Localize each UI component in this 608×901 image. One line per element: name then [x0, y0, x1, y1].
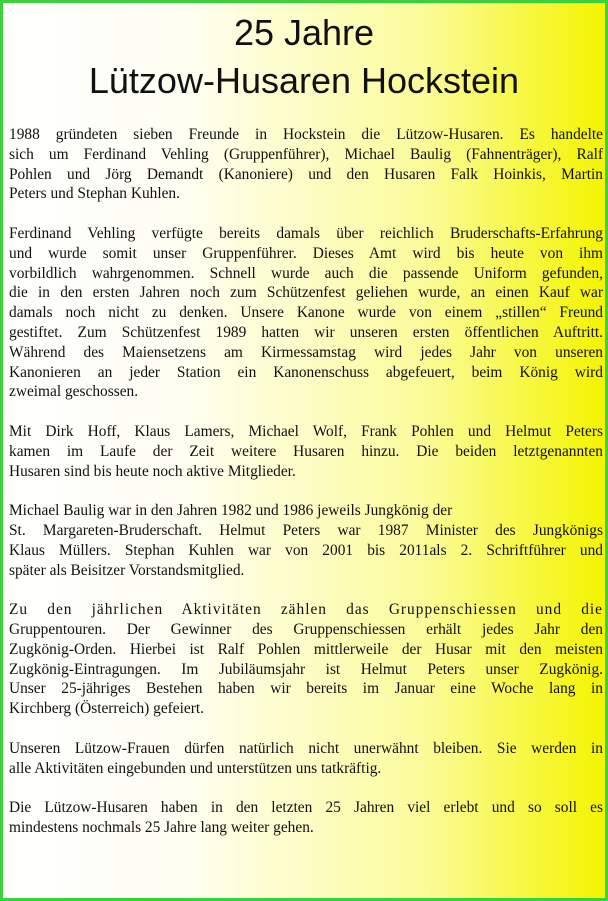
title-line-1: 25 Jahre	[233, 12, 375, 53]
paragraph-founding	[9, 125, 603, 204]
text-line: Husaren sind bis heute noch aktive Mitglieder.	[9, 462, 296, 480]
text-line: Peters und Stephan Kuhlen.	[9, 185, 180, 203]
page-title	[3, 9, 605, 105]
paragraph-history	[9, 224, 603, 402]
text-line: die in den ersten Jahren noch zum Schützenfest geliehen wurde, an einen Kauf war	[9, 284, 603, 302]
text-line: kamen im Laufe der Zeit weitere Husaren hinzu. Die beiden letztgenannten	[9, 442, 603, 460]
paragraph-closing	[9, 798, 603, 838]
paragraph-members	[9, 422, 603, 481]
text-line: Zugkönig-Orden. Hierbei ist Ralf Pohlen mittlerweile der Husar mit den meisten	[9, 640, 603, 658]
text-line: und wurde somit unser Gruppenführer. Dieses Amt wird bis heute von ihm	[9, 244, 603, 262]
text-line: gestiftet. Zum Schützenfest 1989 hatten wir unseren ersten öffentlichen Auftritt.	[9, 323, 603, 341]
text-line: Kanonieren an jeder Station ein Kanonenschuss abgefeuert, beim König wird	[9, 363, 603, 381]
text-line: Pohlen und Jörg Demandt (Kanoniere) und den Husaren Falk Hoinkis, Martin	[9, 165, 603, 183]
text-line: Kirchberg (Österreich) gefeiert.	[9, 700, 204, 718]
text-line: alle Aktivitäten eingebunden und unterstützen uns tatkräftig.	[9, 759, 382, 777]
text-line: St. Margareten-Bruderschaft. Helmut Peters war 1987 Minister des Jungkönigs	[9, 521, 603, 539]
text-line: Klaus Müllers. Stephan Kuhlen war von 2001 bis 2011als 2. Schriftführer und	[9, 541, 603, 559]
paragraph-women	[9, 739, 603, 779]
text-line: Gruppentouren. Der Gewinner des Gruppenschiessen erhält jedes Jahr den	[9, 620, 603, 638]
text-line: Unseren Lützow-Frauen dürfen natürlich nicht unerwähnt bleiben. Sie werden in	[9, 739, 603, 757]
article-body	[9, 125, 603, 857]
text-line: Unser 25-jähriges Bestehen haben wir bereits im Januar eine Woche lang in	[9, 680, 603, 698]
text-line: mindestens nochmals 25 Jahre lang weiter gehen.	[9, 818, 314, 836]
title-line-2: Lützow-Husaren Hockstein	[88, 60, 520, 101]
paragraph-honors	[9, 501, 603, 580]
text-line: Michael Baulig war in den Jahren 1982 und 1986 jeweils Jungkönig der	[9, 502, 453, 520]
text-line: Mit Dirk Hoff, Klaus Lamers, Michael Wolf, Frank Pohlen und Helmut Peters	[9, 422, 603, 440]
text-line: vorbildlich wahrgenommen. Schnell wurde auch die passende Uniform gefunden,	[9, 264, 603, 282]
text-line: später als Beisitzer Vorstandsmitglied.	[9, 561, 245, 579]
text-line: 1988 gründeten sieben Freunde in Hockstein die Lützow-Husaren. Es handelte	[9, 126, 603, 143]
text-line: Zu den jährlichen Aktivitäten zählen das Gruppenschiessen und die	[9, 601, 603, 619]
text-line: Die Lützow-Husaren haben in den letzten 25 Jahren viel erlebt und so soll es	[9, 799, 603, 817]
text-line: Zugkönig-Eintragungen. Im Jubiläumsjahr ist Helmut Peters unser Zugkönig.	[9, 660, 603, 678]
text-line: damals noch nicht zu denken. Unsere Kanone wurde von einem „stillen“ Freund	[9, 304, 603, 322]
text-line: Ferdinand Vehling verfügte bereits damals über reichlich Bruderschafts-Erfahrung	[9, 224, 603, 242]
text-line: sich um Ferdinand Vehling (Gruppenführer), Michael Baulig (Fahnenträger), Ralf	[9, 145, 603, 163]
paragraph-activities	[9, 600, 603, 719]
text-line: zweimal geschossen.	[9, 383, 139, 401]
text-line: Während des Maiensetzens am Kirmessamstag wird jedes Jahr von unseren	[9, 343, 603, 361]
